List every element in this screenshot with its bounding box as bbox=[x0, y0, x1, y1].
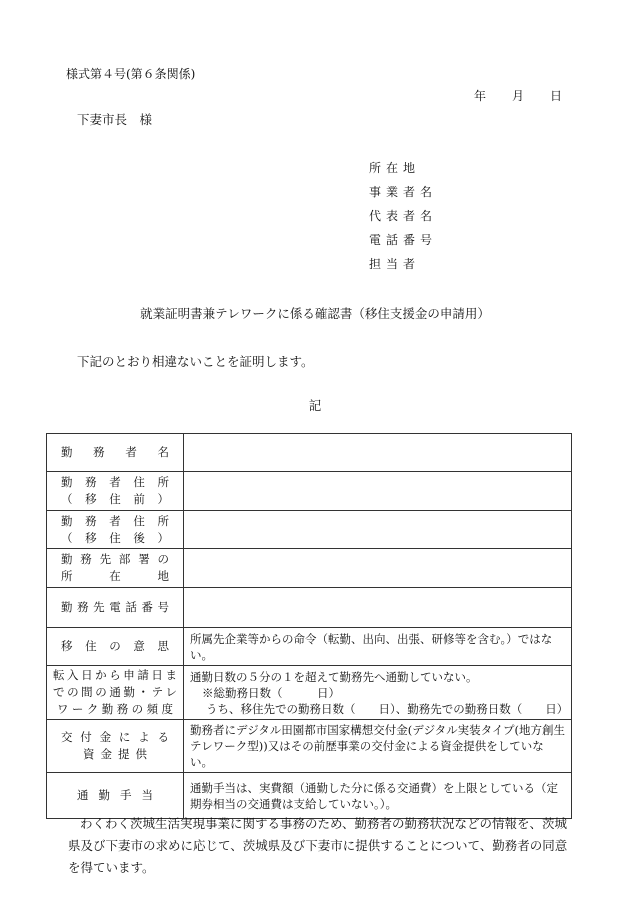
worker-name-label: 勤務者名 bbox=[47, 434, 184, 472]
phone-label: 勤務先電話番号 bbox=[47, 588, 184, 628]
date-line bbox=[474, 87, 562, 104]
table-row bbox=[47, 666, 572, 720]
fund-value: 勤務者にデジタル田園都市国家構想交付金(デジタル実装タイプ(地方創生テレワーク型))又はその前歴事業の交付金による資金提供をしていない。 bbox=[184, 720, 572, 773]
dept-location-label: 勤務先部署の 所在地 bbox=[47, 549, 184, 588]
table-row bbox=[47, 472, 572, 511]
intent-value: 所属先企業等からの命令（転勤、出向、出張、研修等を含む。）ではない。 bbox=[184, 628, 572, 666]
fund-label: 交付金による 資金提供 bbox=[47, 720, 184, 773]
table-row bbox=[47, 773, 572, 819]
frequency-line-2: ※総勤務日数（ 日） bbox=[202, 685, 340, 700]
document-title: 就業証明書兼テレワークに係る確認書（移住支援金の申請用） bbox=[140, 306, 490, 321]
address-before-label: 勤務者住所 （移住前） bbox=[47, 472, 184, 511]
intent-label: 移住の意思 bbox=[47, 628, 184, 666]
frequency-line-1: 通勤日数の５分の１を超えて勤務先へ通勤していない。 bbox=[190, 669, 478, 684]
frequency-value bbox=[184, 666, 572, 720]
frequency-label: 転入日から申請日ま での間の通勤・テレ ワーク勤務の頻度 bbox=[47, 666, 184, 720]
address-before-field[interactable] bbox=[184, 472, 572, 511]
address-after-label: 勤務者住所 （移住後） bbox=[47, 511, 184, 549]
table-row bbox=[47, 628, 572, 666]
certificate-table bbox=[46, 433, 572, 819]
table-row bbox=[47, 434, 572, 472]
address-after-field[interactable] bbox=[184, 511, 572, 549]
intro-text: 下記のとおり相違ないことを証明します。 bbox=[77, 354, 314, 369]
commute-label: 通勤手当 bbox=[47, 773, 184, 819]
consent-statement: わくわく茨城生活実現事業に関する事務のため、勤務者の勤務状況などの情報を、茨城県及び下妻市の求めに応じて、茨城県及び下妻市に提供することについて、勤務者の同意を得ています。 bbox=[68, 816, 568, 875]
issuer-representative-label: 代表者名 bbox=[369, 209, 438, 223]
issuer-company-label: 事業者名 bbox=[369, 185, 438, 199]
issuer-address-label: 所在地 bbox=[369, 161, 421, 175]
date-month-label: 月 bbox=[512, 89, 525, 103]
date-year-label: 年 bbox=[474, 89, 487, 103]
issuer-phone-label: 電話番号 bbox=[369, 233, 438, 247]
table-row bbox=[47, 511, 572, 549]
commute-value: 通勤手当は、実費額（通勤した分に係る交通費）を上限としている（定期券相当の交通費は支給していない。）。 bbox=[184, 773, 572, 819]
issuer-contact-person-label: 担当者 bbox=[369, 257, 421, 271]
phone-field[interactable] bbox=[184, 588, 572, 628]
table-row bbox=[47, 588, 572, 628]
form-number: 様式第４号(第６条関係) bbox=[66, 67, 196, 81]
addressee: 下妻市長 様 bbox=[77, 112, 153, 127]
ki-heading: 記 bbox=[308, 398, 322, 413]
dept-location-field[interactable] bbox=[184, 549, 572, 588]
table-row bbox=[47, 549, 572, 588]
frequency-line-3: うち、移住先での勤務日数（ 日）、勤務先での勤務日数（ 日） bbox=[206, 701, 569, 716]
date-day-label: 日 bbox=[550, 89, 563, 103]
worker-name-field[interactable] bbox=[184, 434, 572, 472]
table-row bbox=[47, 720, 572, 773]
